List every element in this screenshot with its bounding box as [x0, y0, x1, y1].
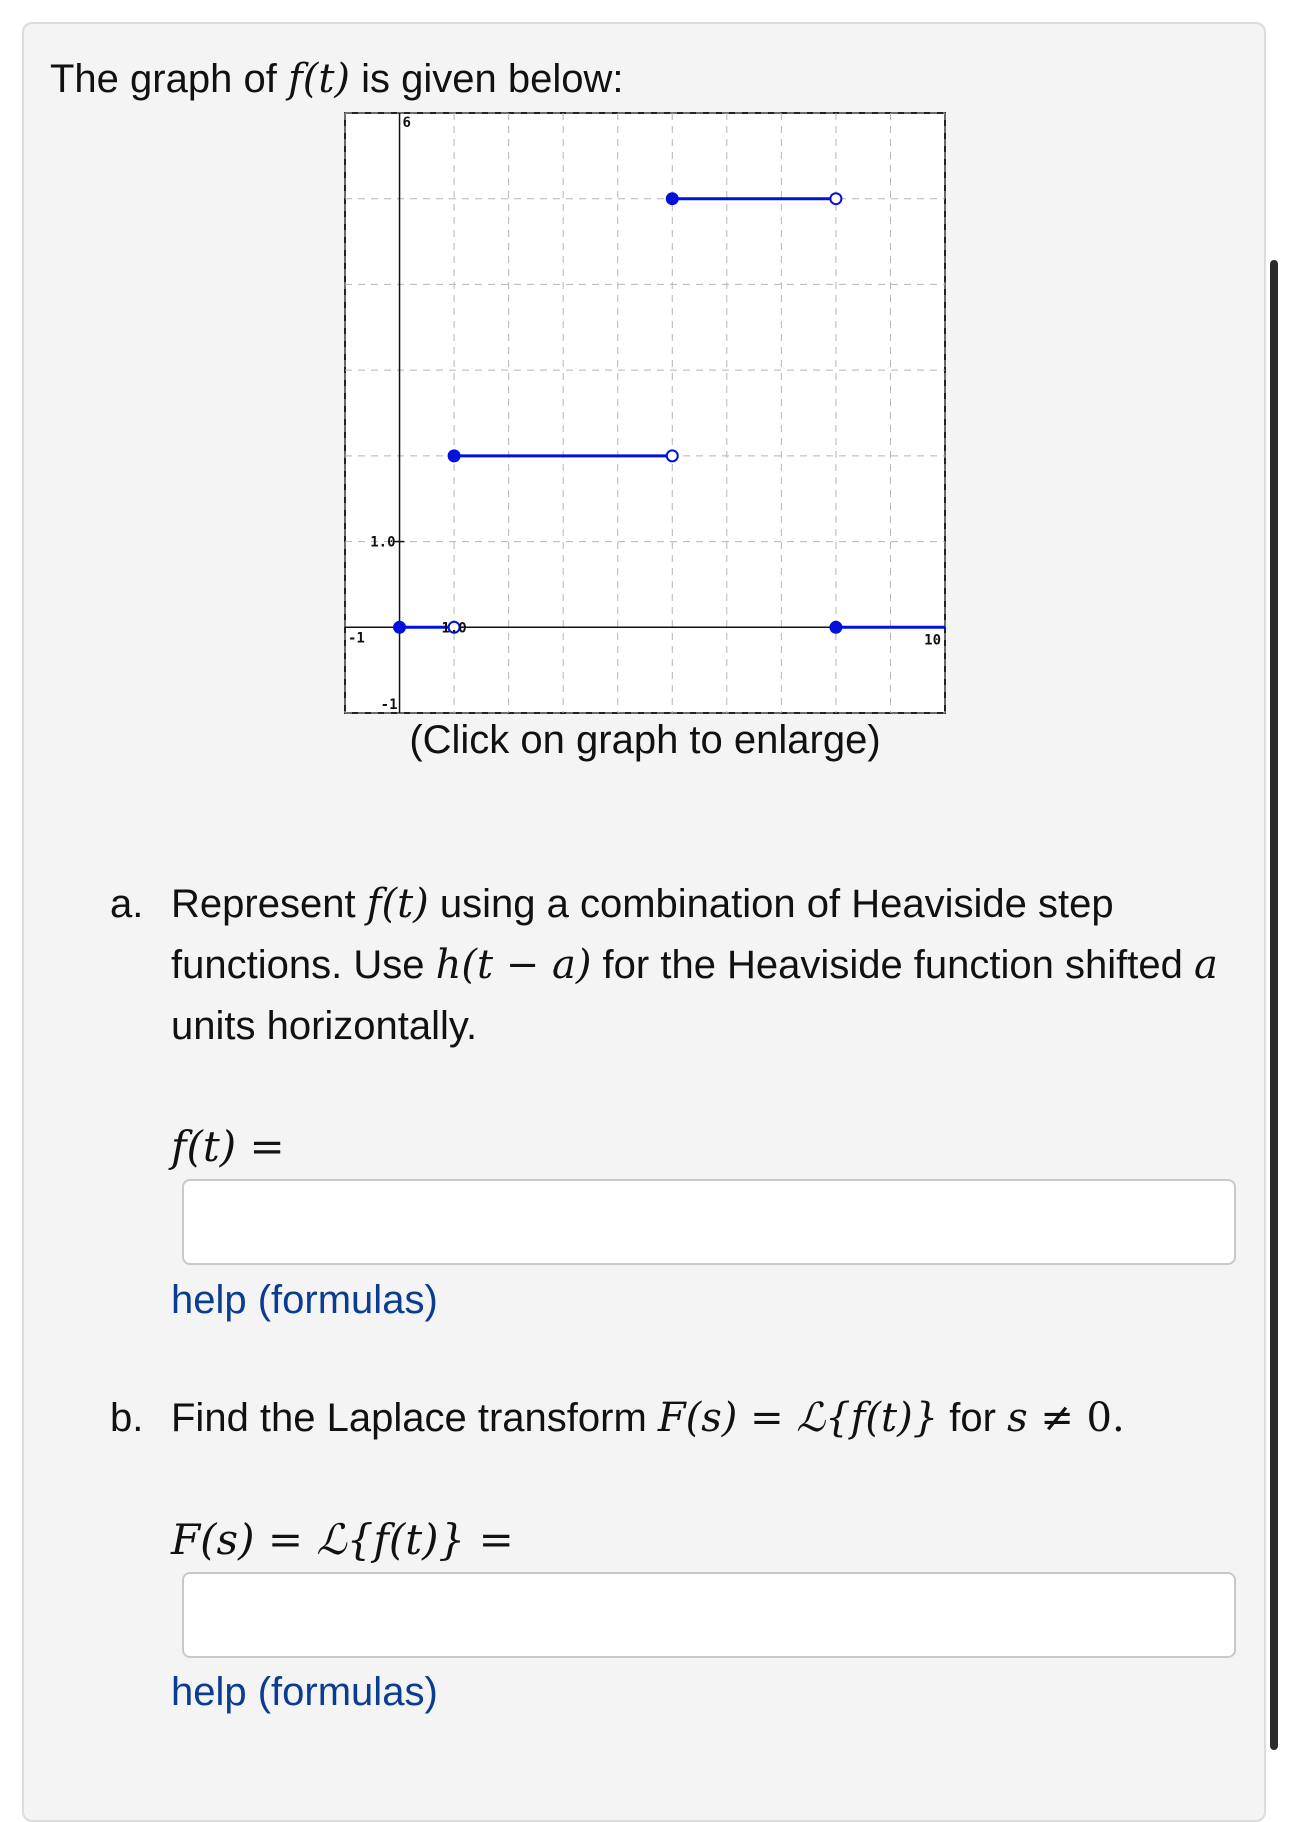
graph-border — [345, 113, 945, 713]
part-b-help-link[interactable]: help (formulas) — [171, 1670, 438, 1714]
closed-point-3 — [666, 193, 678, 205]
part-a-label: a. — [110, 882, 144, 926]
tick-label-y-top: 6 — [402, 115, 411, 131]
part-a-answer-input[interactable] — [182, 1179, 1236, 1265]
scrollbar[interactable] — [1270, 260, 1278, 1750]
graph-caption: (Click on graph to enlarge) — [409, 718, 881, 762]
math-f-t: f(t) — [287, 56, 351, 102]
tick-label-x-1: 1.0 — [441, 620, 467, 637]
part-a-lhs: f(t) = — [171, 1122, 285, 1171]
tick-label-x-10: 10 — [924, 632, 941, 649]
tick-label-y-minus-1: -1 — [380, 697, 398, 713]
closed-point-1 — [394, 621, 406, 633]
open-point-3 — [830, 193, 841, 204]
part-b-label: b. — [110, 1396, 144, 1440]
part-b-question: Find the Laplace transform F(s) = ℒ{f(t)} for s ≠ 0. — [171, 1395, 1125, 1441]
part-a-question: Represent f(t) using a combination of Heaviside step functions. Use h(t − a) for the Heaviside function shifted a units horizontally. — [171, 881, 1218, 1048]
step-function-graph[interactable] — [344, 112, 946, 714]
intro-text: The graph of f(t) is given below: — [50, 56, 624, 102]
tick-label-y-1: 1.0 — [370, 534, 396, 551]
part-b-lhs: F(s) = ℒ{f(t)} = — [171, 1515, 514, 1564]
graph-thumbnail[interactable] — [344, 112, 946, 714]
tick-label-x-minus-1: -1 — [348, 630, 365, 647]
closed-point-2 — [448, 450, 460, 462]
part-a-help-link[interactable]: help (formulas) — [171, 1278, 438, 1322]
part-b-answer-input[interactable] — [182, 1572, 1236, 1658]
open-point-2 — [667, 450, 678, 461]
closed-point-4 — [830, 621, 842, 633]
